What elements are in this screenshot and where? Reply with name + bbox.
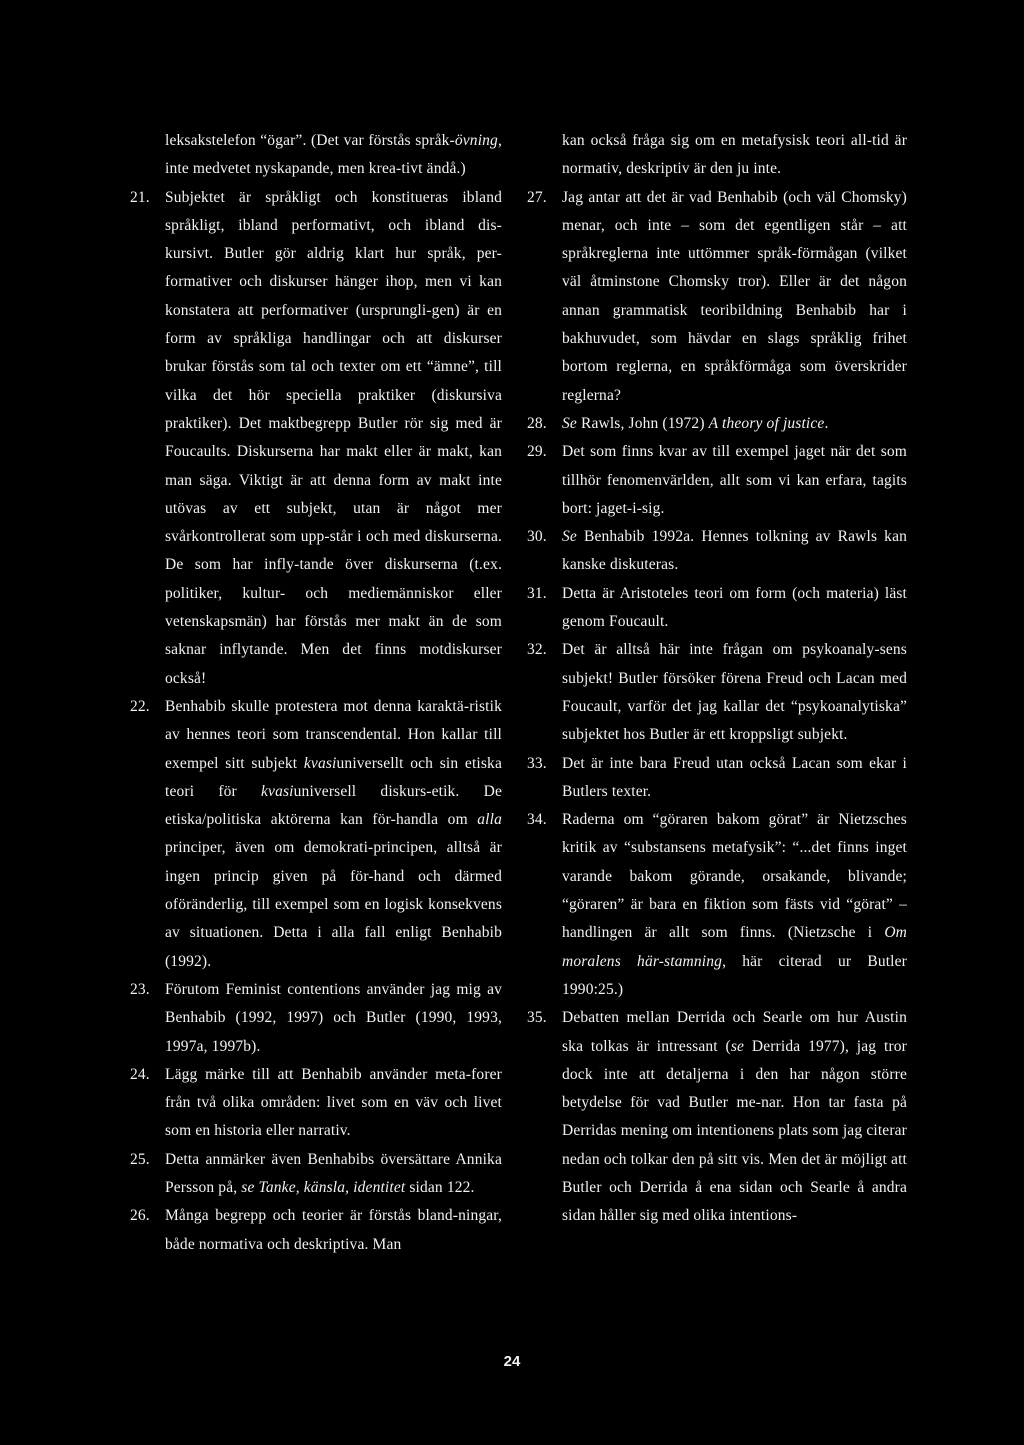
footnote-text: Derrida 1977), jag tror dock inte att detaljerna i den har någon större betydelse för vad Butler me-nar. Hon tar fasta på Derridas mening om intentionens plats som jag citerar nedan och tolkar den på sitt vis. Men det är möjligt att Butler och Derrida å ena sidan och Searle å andra sidan håller sig med olika intentions-	[562, 1037, 907, 1225]
footnote-number: 29.	[527, 443, 547, 461]
footnote-text: .	[824, 414, 829, 432]
footnote-number: 25.	[130, 1150, 150, 1168]
footnote	[527, 410, 907, 438]
footnote-text: , här citerad ur Butler 1990:25.)	[562, 952, 907, 998]
footnote-text: Detta är Aristoteles teori om form (och materia) läst genom Foucault.	[562, 584, 907, 631]
footnote-text: Lägg märke till att Benhabib använder meta-forer från två olika områden: livet som en väv och livet som en historia eller narrativ.	[165, 1065, 502, 1140]
footnote-number: 34.	[527, 811, 547, 829]
italic-text: kvasi	[261, 782, 294, 800]
footnote	[130, 1202, 502, 1259]
footnote-text: Benhabib skulle protestera mot denna karaktä-ristik av hennes teori som transcendental. Hon kallar till exempel sitt subjekt	[165, 697, 502, 772]
footnote	[130, 184, 502, 693]
footnote	[527, 438, 907, 523]
footnote-text: Subjektet är språkligt och konstitueras ibland språkligt, ibland performativt, och ibland dis-kursivt. Butler gör aldrig klart hur språk, per-formativer och diskurser hänger ihop, men vi kan konstatera att performativer (ursprungli-gen) är en form av språkliga handlingar och att diskurser brukar förstås som tal och texter om ett “ämne”, till vilka det hör speciella praktiker (diskursiva praktiker). Det maktbegrepp Butler rör sig med är Foucaults. Diskurserna har makt eller är makt, kan man säga. Viktigt är att denna form av makt inte utövas av ett subjekt, utan är något mer svårkontrollerat som upp-står i och med diskurserna. De som har infly-tande över diskurserna (t.ex. politiker, kultur- och mediemänniskor eller vetenskapsmän) har förstås mer makt än de som saknar inflytande. Men det finns motdiskurser också!	[165, 188, 502, 687]
footnote	[527, 636, 907, 749]
footnote-number: 22.	[130, 697, 150, 715]
footnote	[130, 1146, 502, 1203]
footnote	[527, 750, 907, 807]
footnote-text: sidan 122.	[405, 1178, 475, 1196]
footnote-text: Det är inte bara Freud utan också Lacan som ekar i Butlers texter.	[562, 754, 907, 800]
footnote-text: leksakstelefon “ögar”. (Det var förstås språk-	[165, 132, 455, 149]
footnote-number: 32.	[527, 641, 547, 659]
italic-text: se	[730, 1037, 745, 1055]
italic-text: kvasi	[303, 754, 337, 772]
footnote	[130, 1061, 502, 1146]
footnote-number: 31.	[527, 584, 547, 602]
footnote-text: Det som finns kvar av till exempel jaget när det som tillhör fenomenvärlden, allt som vi kan erfara, tagits bort: jaget-i-sig.	[562, 443, 907, 517]
footnote-text: Det är alltså här inte frågan om psykoanaly-sens subjekt! Butler försöker förena Freud och Lacan med Foucault, varför det jag kallar det “psykoanalytiska” subjektet hos Butler är ett kroppsligt subjekt.	[562, 641, 907, 744]
footnote-number: 21.	[130, 188, 150, 206]
italic-text: se Tanke, känsla, identitet	[241, 1178, 406, 1196]
footnote-text: kan också fråga sig om en metafysisk teori all-tid är normativ, deskriptiv är den ju inte.	[562, 132, 907, 178]
footnote	[527, 184, 907, 410]
footnote	[527, 806, 907, 1004]
footnote-text: Många begrepp och teorier är förstås bland-ningar, både normativa och deskriptiva. Man	[165, 1207, 502, 1253]
footnote-text: Rawls, John (1972)	[576, 414, 709, 432]
footnote	[130, 693, 502, 976]
footnote-continuation	[527, 127, 907, 184]
footnote	[527, 1004, 907, 1230]
footnote-text: universellt och sin etiska teori för	[165, 754, 502, 800]
footnote-text: Debatten mellan Derrida och Searle om hur Austin ska tolkas är intressant (	[562, 1009, 907, 1055]
footnote-continuation	[130, 127, 502, 184]
footnote	[130, 976, 502, 1061]
footnote-number: 35.	[527, 1009, 547, 1027]
footnote	[527, 580, 907, 637]
italic-text: Se	[562, 528, 577, 546]
footnote-text: principer, även om demokrati-principen, alltså är ingen princip given på för-hand och därmed oföränderlig, till exempel som en logisk konsekvens av situationen. Detta i alla fall enligt Benhabib (1992).	[165, 839, 502, 970]
italic-text: A theory of justice	[708, 414, 825, 432]
footnote-number: 33.	[527, 754, 547, 772]
page-number: 24	[503, 1353, 521, 1370]
footnote-number: 28.	[527, 414, 547, 432]
footnote	[527, 523, 907, 580]
footnote-number: 27.	[527, 188, 547, 206]
italic-text: alla	[477, 811, 502, 829]
footnote-number: 24.	[130, 1065, 150, 1083]
footnote-number: 26.	[130, 1207, 150, 1225]
italic-text: övning	[454, 132, 498, 149]
left-column	[130, 127, 502, 1259]
italic-text: Se	[562, 414, 577, 432]
italic-text: Om moralens här-stamning	[562, 924, 907, 970]
footnote-text: Detta anmärker även Benhabibs översättare Annika Persson på,	[165, 1150, 502, 1196]
footnote-text: Benhabib 1992a. Hennes tolkning av Rawls kan kanske diskuteras.	[562, 528, 907, 574]
footnote-text: , inte medvetet nyskapande, men krea-tivt ändå.)	[165, 132, 502, 178]
footnote-number: 23.	[130, 980, 150, 998]
footnote-text: universell diskurs-etik. De etiska/politiska aktörerna kan för-handla om	[165, 782, 502, 829]
right-column	[527, 127, 907, 1231]
footnote-text: Jag antar att det är vad Benhabib (och väl Chomsky) menar, och inte – som det egentligen står – att språkreglerna inte uttömmer språk-förmågan (vilket väl åtminstone Chomsky tror). Eller är det någon annan grammatisk teoribildning Benhabib har i bakhuvudet, som hävdar en slags språklig frihet bortom reglerna, en språkförmåga som överskrider reglerna?	[562, 188, 907, 404]
footnote-text: Förutom Feminist contentions använder jag mig av Benhabib (1992, 1997) och Butler (1990, 1993, 1997a, 1997b).	[165, 980, 502, 1055]
footnote-text: Raderna om “göraren bakom görat” är Nietzsches kritik av “substansens metafysik”: “...det finns inget varande bakom görande, orsakande, blivande; “göraren” är bara en fiktion som fästs vid “görat” – handlingen är allt som finns. (Nietzsche i	[562, 811, 907, 942]
footnote-number: 30.	[527, 528, 547, 546]
